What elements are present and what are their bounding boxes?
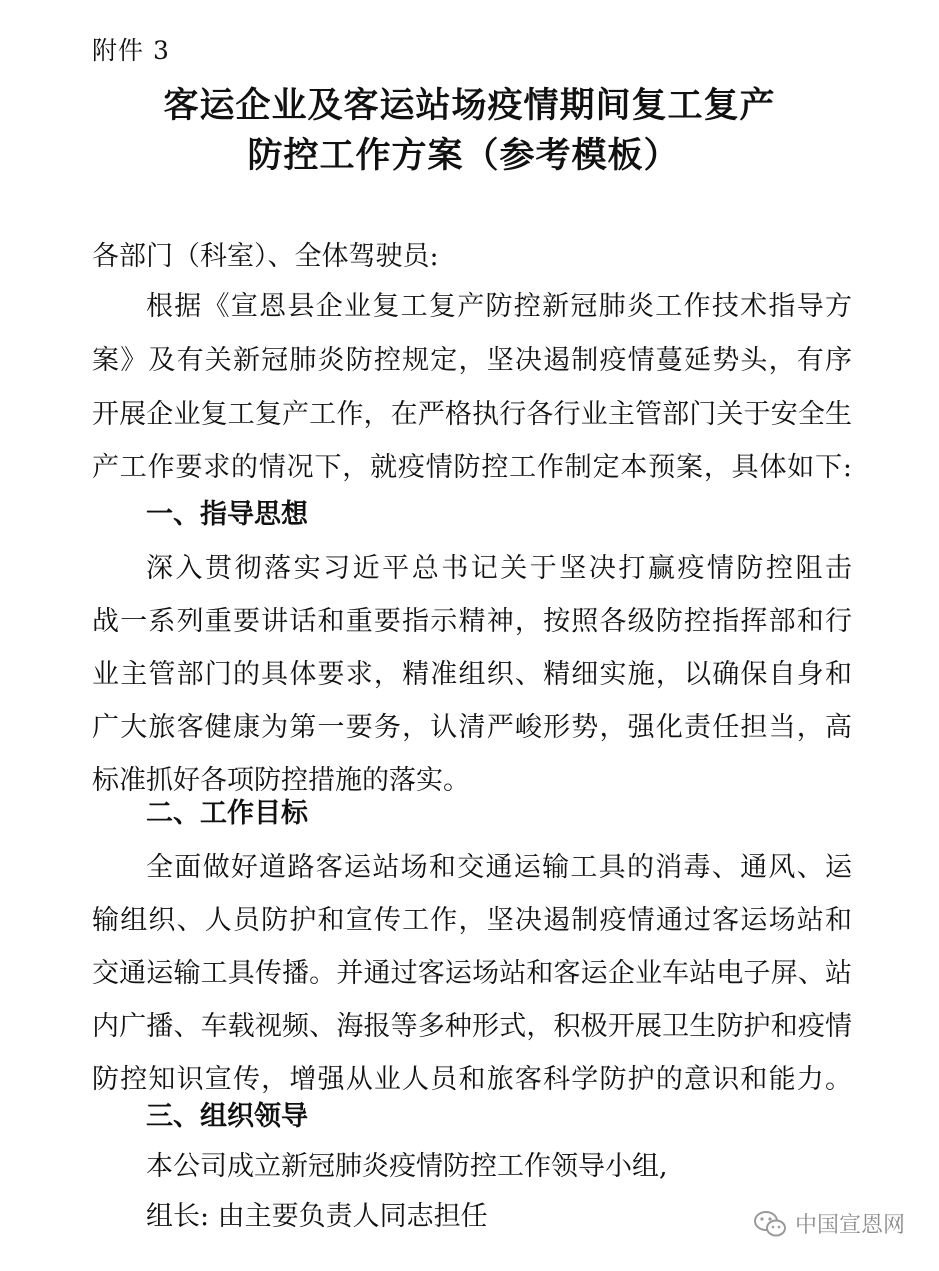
section-heading-organization: 三、组织领导 [146,1101,308,1132]
section-line: 深入贯彻落实习近平总书记关于坚决打赢疫情防控阻击 [146,553,852,584]
salutation: 各部门（科室）、全体驾驶员: [92,241,439,272]
section-line: 内广播、车载视频、海报等多种形式，积极开展卫生防护和疫情 [92,1011,852,1042]
document-title-line-2: 防控工作方案（参考模板） [247,136,680,176]
section-line: 战一系列重要讲话和重要指示精神，按照各级防控指挥部和行 [92,606,852,637]
watermark-text: 中国宣恩网 [794,1213,905,1238]
intro-line: 根据《宣恩县企业复工复产防控新冠肺炎工作技术指导方 [146,291,852,322]
section-heading-work-goals: 二、工作目标 [146,798,308,829]
section-line: 组长: 由主要负责人同志担任 [146,1201,488,1232]
section-line: 业主管部门的具体要求，精准组织、精细实施，以确保自身和 [92,659,852,690]
intro-line: 开展企业复工复产工作，在严格执行各行业主管部门关于安全生 [92,399,852,430]
intro-line: 产工作要求的情况下，就疫情防控工作制定本预案，具体如下: [92,452,852,483]
intro-line: 案》及有关新冠肺炎防控规定，坚决遏制疫情蔓延势头，有序 [92,345,852,376]
section-line: 本公司成立新冠肺炎疫情防控工作领导小组, [146,1151,668,1182]
attachment-label: 附件 3 [92,36,170,65]
document-title-line-1: 客运企业及客运站场疫情期间复工复产 [163,86,776,126]
section-line: 广大旅客健康为第一要务，认清严峻形势，强化责任担当，高 [92,712,852,743]
wechat-icon [753,1210,787,1238]
section-heading-guiding-thought: 一、指导思想 [146,499,308,530]
section-line: 标准抓好各项防控措施的落实。 [92,765,470,796]
section-line: 输组织、人员防护和宣传工作，坚决遏制疫情通过客运场站和 [92,905,852,936]
watermark [753,1208,905,1239]
section-line: 全面做好道路客运站场和交通运输工具的消毒、通风、运 [146,852,852,883]
section-line: 防控知识宣传，增强从业人员和旅客科学防护的意识和能力。 [92,1064,852,1095]
section-line: 交通运输工具传播。并通过客运场站和客运企业车站电子屏、站 [92,958,852,989]
